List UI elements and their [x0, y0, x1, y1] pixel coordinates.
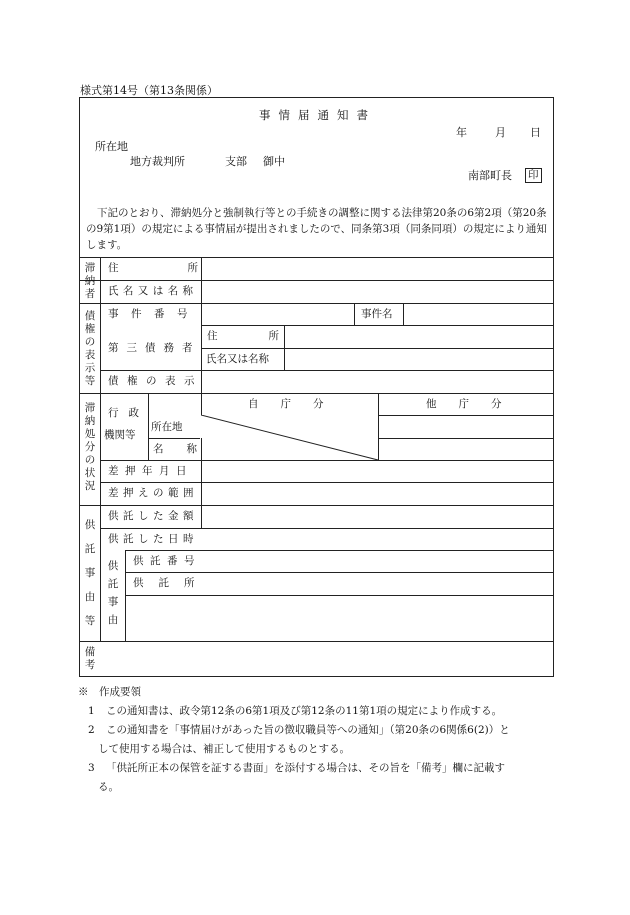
rule: [80, 505, 553, 506]
rule: [201, 348, 553, 349]
sender-name: 南部町長: [468, 169, 512, 182]
notes-header: ※ 作成要領: [78, 686, 141, 698]
court-district: 地方裁判所: [130, 155, 185, 168]
note-text: この通知書を「事情届けがあった旨の徴収職員等への通知」（第20条の6関係6(2)）と: [106, 724, 510, 736]
rule: [100, 370, 553, 371]
agency-label-b: 機関等: [104, 429, 136, 441]
form-id: 様式第14号（第13条関係）: [80, 84, 218, 97]
rule: [148, 438, 200, 439]
rule: [125, 572, 553, 573]
notice-form: [79, 97, 554, 677]
claim-display-label: 債権の表示: [108, 375, 203, 387]
deposit-subgroup-label: 供託事由: [107, 560, 119, 626]
rule: [80, 303, 553, 304]
deposit-office-label: 供託所: [133, 577, 210, 589]
date-month-label: 月: [495, 126, 506, 139]
rule: [148, 393, 149, 460]
note-text: この通知書は、政令第12条の6第1項及び第12条の11第1項の規定により作成する。: [106, 705, 503, 717]
court-branch: 支部: [225, 155, 247, 168]
date-year-label: 年: [456, 126, 467, 139]
own-office-label: 自庁分: [248, 398, 346, 410]
rule: [201, 257, 202, 415]
seal-mark: [525, 168, 542, 183]
other-office-label: 他庁分: [426, 398, 524, 410]
notes: [78, 683, 558, 797]
rule: [100, 257, 101, 641]
rule: [125, 595, 553, 596]
delinquent-name-label: 氏名又は名称: [108, 285, 198, 297]
third-debtor-address-label: [207, 331, 279, 342]
seizure-scope-label: 差押えの範囲: [108, 487, 198, 499]
note-item: [78, 702, 558, 721]
rule: [125, 550, 126, 641]
seal-text: 印: [525, 168, 542, 183]
char: 住: [108, 262, 119, 274]
seizure-date-label: 差押年月日: [108, 465, 193, 477]
note-number: 3: [88, 762, 95, 774]
rule: [354, 303, 355, 325]
char: 所: [268, 330, 279, 342]
diagonal-rule: [201, 415, 379, 461]
court-onchu: 御中: [263, 155, 285, 168]
deposit-group-label: 供託事由等: [84, 519, 96, 627]
rule: [80, 280, 553, 281]
note-text: 「供託所正本の保管を証する書面」を添付する場合は、その旨を「備考」欄に記載す: [106, 762, 505, 774]
rule: [100, 482, 553, 483]
rule: [403, 303, 404, 325]
char: 住: [207, 330, 218, 342]
body-text: 下記のとおり、滞納処分と強制執行等との手続きの調整に関する法律第20条の6第2項（第20条の9第1項）の規定による事情届が提出されましたので、同条第3項（同条同項）の規定により通知します。: [86, 207, 547, 251]
delinquent-address-label: [108, 263, 198, 274]
note-item: [78, 721, 558, 740]
note-continuation: る。: [98, 781, 119, 793]
rule: [378, 438, 553, 439]
rule: [284, 325, 285, 370]
third-debtor-label: 第三債務者: [108, 342, 201, 354]
rule: [378, 415, 553, 416]
deposit-amount-label: 供託した金額: [108, 510, 198, 522]
date-day-label: 日: [530, 126, 541, 139]
address-label: 所在地: [95, 140, 128, 153]
name-label: [153, 444, 197, 455]
note-number: 1: [88, 705, 95, 717]
third-debtor-name-label: 氏名又は名称: [206, 353, 269, 365]
rule: [201, 325, 553, 326]
rule: [100, 528, 553, 529]
rule: [80, 257, 553, 258]
case-number-label: 事件番号: [108, 308, 200, 320]
rule: [80, 641, 553, 642]
delinquent-group-label: 滞納者: [84, 262, 96, 300]
rule: [80, 393, 553, 394]
note-item: [78, 759, 558, 778]
agency-label-a: 行政: [108, 407, 149, 419]
rule: [125, 550, 553, 551]
deposit-number-label: 供託番号: [133, 555, 201, 567]
char: 名: [153, 443, 164, 455]
char: 所: [187, 262, 198, 274]
form-title: 事情届通知書: [259, 108, 376, 122]
char: 称: [186, 443, 197, 455]
note-continuation: して使用する場合は、補正して使用するものとする。: [98, 743, 350, 755]
location-label: 所在地: [151, 421, 183, 433]
remarks-label: 備考: [84, 646, 96, 671]
note-number: 2: [88, 724, 95, 736]
deposit-datetime-label: 供託した日時: [108, 533, 198, 545]
claim-group-label: 債権の表示等: [84, 310, 96, 387]
disposition-group-label: 滞納処分の状況: [84, 402, 96, 492]
case-name-label: 事件名: [361, 308, 393, 320]
